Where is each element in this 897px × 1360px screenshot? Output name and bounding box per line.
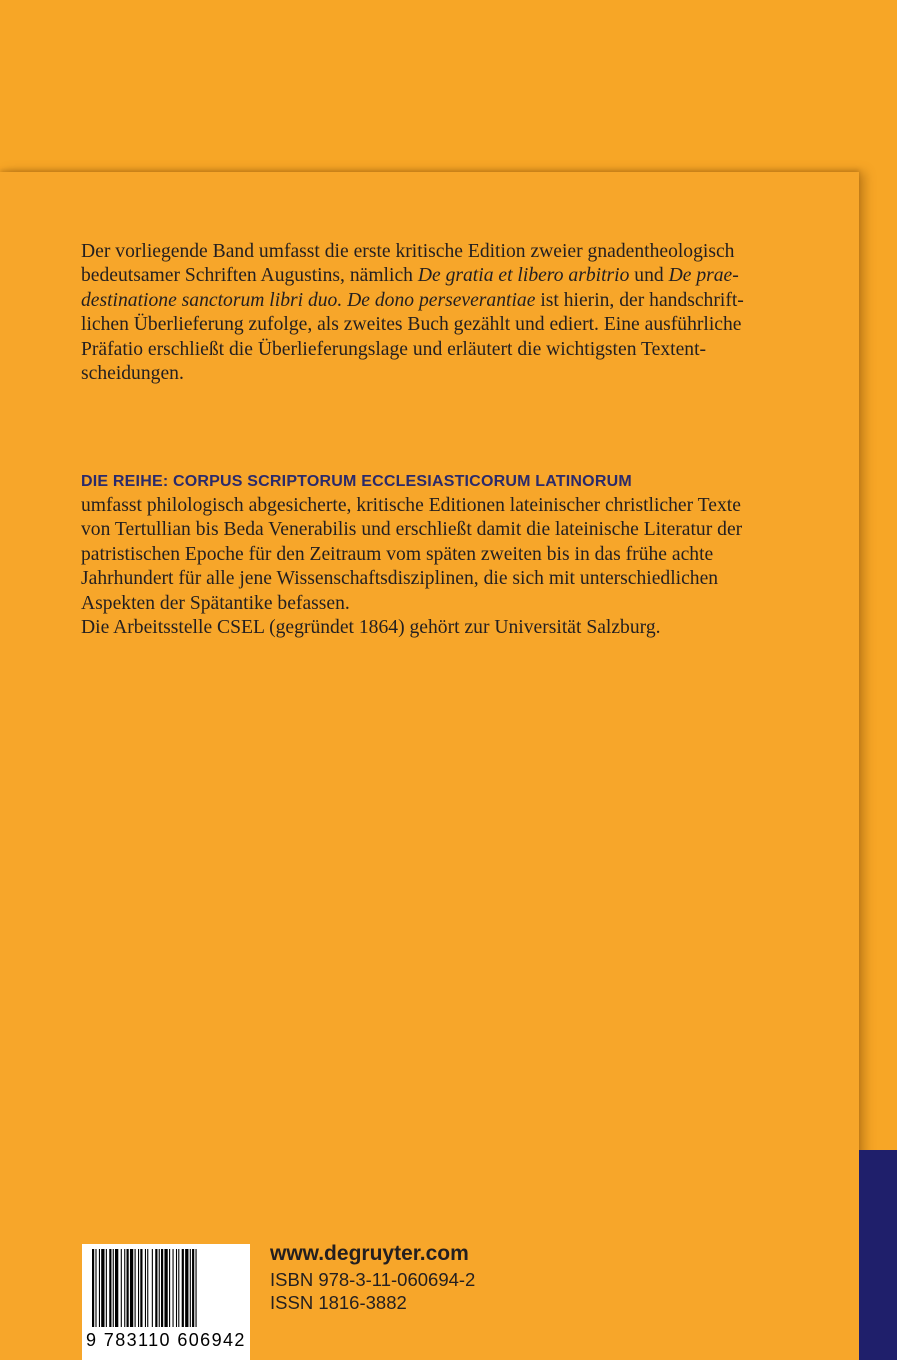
series-line: Jahrhundert für alle jene Wissenschaftsdisziplinen, die sich mit unterschiedlichen [81, 568, 719, 590]
series-line: Aspekten der Spätantike befassen. [81, 592, 350, 614]
series-note: Die Arbeitsstelle CSEL (gegründet 1864) gehört zur Universität Salzburg. [81, 617, 661, 639]
publisher-url[interactable]: www.degruyter.com [270, 1242, 469, 1265]
barcode-bar [164, 1249, 167, 1327]
isbn-barcode [82, 1244, 250, 1360]
barcode-bar [113, 1249, 114, 1327]
barcode-bar [152, 1249, 153, 1327]
barcode-bar [95, 1249, 96, 1327]
barcode-icon [90, 1249, 242, 1331]
blurb-line: Der vorliegende Band umfasst die erste kritische Edition zweier gnadentheologisch [81, 241, 735, 262]
barcode-bar [169, 1249, 170, 1327]
series-line: patristischen Epoche für den Zeitraum vom späten zweiten bis in das frühe achte [81, 543, 714, 565]
barcode-bar [190, 1249, 191, 1327]
blurb-line: scheidungen. [81, 363, 184, 385]
title-de-praedestinatione: destinatione sanctorum libri duo. De dono perseverantiae [81, 289, 536, 311]
issn-number: ISSN 1816-3882 [270, 1292, 407, 1313]
barcode-bar [185, 1249, 188, 1327]
title-de-prae: De prae- [668, 265, 739, 287]
blurb-line: destinatione sanctorum libri duo. De dono perseverantiae ist hierin, der handschrift- [81, 289, 744, 311]
barcode-bar [192, 1249, 194, 1327]
barcode-bar [101, 1249, 104, 1327]
isbn-number: ISBN 978-3-11-060694-2 [270, 1269, 476, 1290]
barcode-bar [124, 1249, 125, 1327]
barcode-bar [138, 1249, 139, 1327]
barcode-bar [115, 1249, 118, 1327]
barcode-bar [182, 1249, 184, 1327]
title-de-gratia: De gratia et libero arbitrio [417, 265, 630, 287]
publisher-info [270, 1240, 475, 1314]
barcode-bar [106, 1249, 107, 1327]
barcode-bar [135, 1249, 136, 1327]
barcode-bar [121, 1249, 122, 1327]
barcode-bar [173, 1249, 174, 1327]
book-blurb [81, 240, 801, 386]
barcode-bar [159, 1249, 160, 1327]
barcode-bar [99, 1249, 100, 1327]
series-heading: DIE REIHE: CORPUS SCRIPTORUM ECCLESIASTICORUM LATINORUM [81, 473, 632, 490]
blurb-line: Präfatio erschließt die Überlieferungslage und erläutert die wichtigsten Textent- [81, 338, 707, 360]
barcode-bar [161, 1249, 163, 1327]
blurb-line: bedeutsamer Schriften Augustins, nämlich De gratia et libero arbitrio und De prae- [81, 265, 739, 287]
barcode-digits: 9 783110 606942 [86, 1330, 246, 1350]
barcode-bar [127, 1249, 129, 1327]
barcode-bar [155, 1249, 157, 1327]
series-line: umfasst philologisch abgesicherte, kritische Editionen lateinischer christlicher Texte [81, 495, 741, 516]
barcode-bar [92, 1249, 94, 1327]
series-description [81, 470, 801, 640]
barcode-bar [140, 1249, 142, 1327]
barcode-bar [178, 1249, 179, 1327]
blurb-line: lichen Überlieferung zufolge, als zweites Buch gezählt und ediert. Eine ausführliche [81, 314, 742, 336]
barcode-bar [176, 1249, 177, 1327]
spine-strip [859, 1150, 897, 1360]
barcode-bar [147, 1249, 148, 1327]
barcode-bar [145, 1249, 146, 1327]
barcode-bar [196, 1249, 197, 1327]
series-line: von Tertullian bis Beda Venerabilis und erschließt damit die lateinische Literatur der [81, 519, 743, 541]
barcode-bar [109, 1249, 111, 1327]
barcode-bar [130, 1249, 133, 1327]
